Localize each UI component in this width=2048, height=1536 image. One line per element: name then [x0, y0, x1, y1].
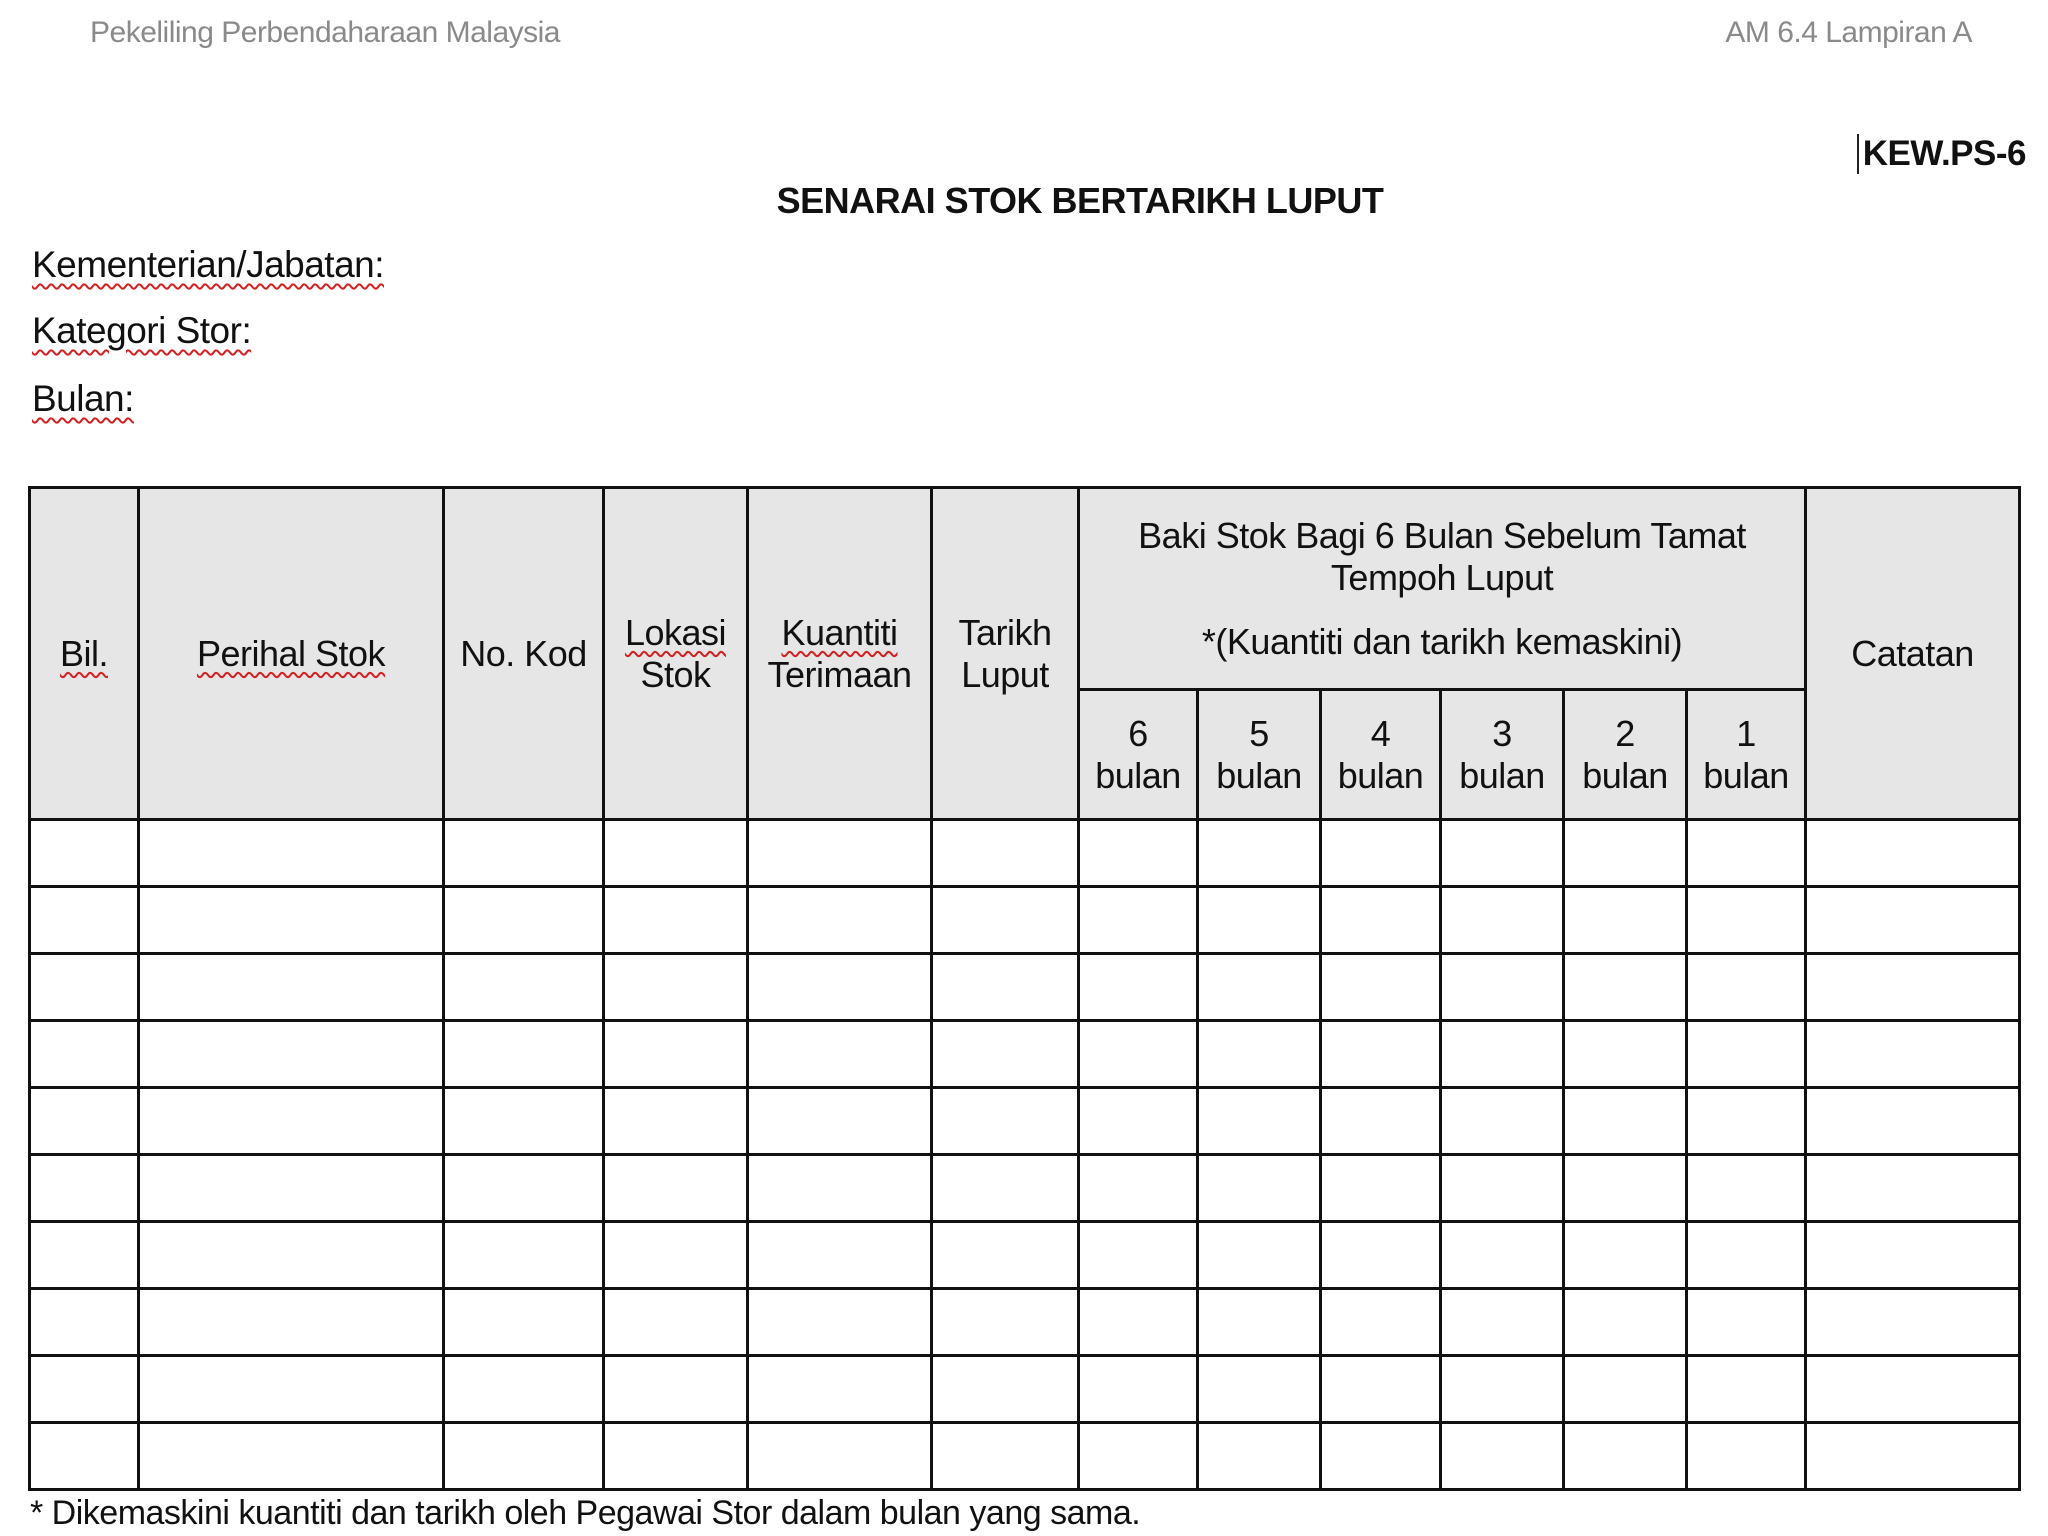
table-cell[interactable] — [604, 1021, 748, 1088]
balance-group-title: Baki Stok Bagi 6 Bulan Sebelum Tamat Tempoh Luput — [1138, 514, 1746, 598]
table-cell[interactable] — [139, 1289, 444, 1356]
appendix-reference: AM 6.4 Lampiran A — [1725, 16, 1972, 49]
table-row — [30, 1423, 2020, 1490]
table-cell[interactable] — [30, 887, 139, 954]
col-header-balance-group — [1079, 488, 1806, 690]
table-cell[interactable] — [30, 1423, 139, 1490]
table-cell[interactable] — [1321, 887, 1441, 954]
table-cell[interactable] — [30, 1356, 139, 1423]
table-cell[interactable] — [444, 1155, 604, 1222]
table-cell[interactable] — [748, 887, 932, 954]
table-row — [30, 1088, 2020, 1155]
table-cell[interactable] — [1687, 1289, 1806, 1356]
table-cell[interactable] — [1441, 1088, 1564, 1155]
table-cell[interactable] — [1687, 1155, 1806, 1222]
table-cell[interactable] — [30, 1289, 139, 1356]
table-row — [30, 1021, 2020, 1088]
table-cell[interactable] — [932, 820, 1079, 887]
table-cell[interactable] — [139, 887, 444, 954]
table-cell[interactable] — [1198, 1423, 1321, 1490]
col-header-month: 2 bulan — [1564, 690, 1687, 820]
table-cell[interactable] — [1079, 1088, 1198, 1155]
table-cell[interactable] — [1687, 1356, 1806, 1423]
table-cell[interactable] — [1806, 1289, 2020, 1356]
table-cell[interactable] — [139, 1088, 444, 1155]
table-cell[interactable] — [1321, 1289, 1441, 1356]
table-cell[interactable] — [1806, 954, 2020, 1021]
table-cell[interactable] — [1687, 820, 1806, 887]
table-cell[interactable] — [1198, 1155, 1321, 1222]
table-row — [30, 1289, 2020, 1356]
table-cell[interactable] — [30, 1021, 139, 1088]
table-cell[interactable] — [932, 954, 1079, 1021]
table-cell[interactable] — [748, 1289, 932, 1356]
table-cell[interactable] — [1564, 1021, 1687, 1088]
table-cell[interactable] — [748, 954, 932, 1021]
col-header-no-kod: No. Kod — [444, 488, 604, 820]
table-cell[interactable] — [1806, 1222, 2020, 1289]
table-cell[interactable] — [604, 1088, 748, 1155]
table-cell[interactable] — [1564, 1289, 1687, 1356]
col-header-kuantiti-terimaan: Kuantiti Terimaan — [748, 488, 932, 820]
table-cell[interactable] — [1687, 954, 1806, 1021]
table-cell[interactable] — [444, 1423, 604, 1490]
table-cell[interactable] — [748, 820, 932, 887]
table-cell[interactable] — [139, 954, 444, 1021]
table-cell[interactable] — [1564, 1423, 1687, 1490]
table-cell[interactable] — [1441, 1356, 1564, 1423]
col-header-month: 6 bulan — [1079, 690, 1198, 820]
col-header-perihal-stok: Perihal Stok — [139, 488, 444, 820]
table-cell[interactable] — [932, 1021, 1079, 1088]
table-cell[interactable] — [1687, 1423, 1806, 1490]
table-cell[interactable] — [1564, 1088, 1687, 1155]
col-header-bil: Bil. — [30, 488, 139, 820]
month-field-label: Bulan: — [32, 378, 134, 419]
table-cell[interactable] — [1198, 1021, 1321, 1088]
table-cell[interactable] — [1198, 1289, 1321, 1356]
table-cell[interactable] — [604, 887, 748, 954]
table-cell[interactable] — [1321, 1088, 1441, 1155]
table-cell[interactable] — [1806, 1423, 2020, 1490]
table-cell[interactable] — [1321, 1021, 1441, 1088]
table-cell[interactable] — [30, 1088, 139, 1155]
table-cell[interactable] — [30, 1155, 139, 1222]
table-cell[interactable] — [1079, 1423, 1198, 1490]
table-row — [30, 1222, 2020, 1289]
table-cell[interactable] — [139, 1222, 444, 1289]
table-cell[interactable] — [1564, 1356, 1687, 1423]
table-cell[interactable] — [1687, 1222, 1806, 1289]
table-cell[interactable] — [748, 1356, 932, 1423]
table-cell[interactable] — [444, 1289, 604, 1356]
table-cell[interactable] — [139, 1155, 444, 1222]
table-cell[interactable] — [1806, 1356, 2020, 1423]
table-cell[interactable] — [1198, 887, 1321, 954]
table-cell[interactable] — [1079, 820, 1198, 887]
table-cell[interactable] — [748, 1222, 932, 1289]
table-cell[interactable] — [139, 1423, 444, 1490]
table-cell[interactable] — [1079, 1289, 1198, 1356]
table-cell[interactable] — [1321, 1356, 1441, 1423]
table-cell[interactable] — [604, 1423, 748, 1490]
table-cell[interactable] — [30, 1222, 139, 1289]
table-header-row — [30, 488, 2020, 690]
table-cell[interactable] — [1441, 1289, 1564, 1356]
table-cell[interactable] — [1198, 1222, 1321, 1289]
table-cell[interactable] — [932, 1356, 1079, 1423]
table-cell[interactable] — [444, 887, 604, 954]
table-cell[interactable] — [1441, 954, 1564, 1021]
col-header-catatan: Catatan — [1806, 488, 2020, 820]
table-cell[interactable] — [1806, 1088, 2020, 1155]
table-cell[interactable] — [1198, 1088, 1321, 1155]
stock-table — [28, 486, 2021, 1491]
table-cell[interactable] — [932, 1289, 1079, 1356]
col-header-month: 5 bulan — [1198, 690, 1321, 820]
col-header-month: 3 bulan — [1441, 690, 1564, 820]
footnote: * Dikemaskini kuantiti dan tarikh oleh Pegawai Stor dalam bulan yang sama. — [30, 1494, 1141, 1532]
table-cell[interactable] — [932, 1155, 1079, 1222]
col-header-tarikh-luput: Tarikh Luput — [932, 488, 1079, 820]
table-cell[interactable] — [444, 1222, 604, 1289]
table-cell[interactable] — [1564, 954, 1687, 1021]
table-cell[interactable] — [1441, 1021, 1564, 1088]
table-cell[interactable] — [1564, 1155, 1687, 1222]
table-cell[interactable] — [444, 820, 604, 887]
table-cell[interactable] — [1321, 1155, 1441, 1222]
table-cell[interactable] — [1441, 887, 1564, 954]
table-cell[interactable] — [139, 1021, 444, 1088]
table-cell[interactable] — [748, 1021, 932, 1088]
table-cell[interactable] — [1079, 1021, 1198, 1088]
table-row — [30, 954, 2020, 1021]
table-cell[interactable] — [1198, 1356, 1321, 1423]
table-cell[interactable] — [1321, 1423, 1441, 1490]
table-cell[interactable] — [444, 1356, 604, 1423]
store-category-field-label: Kategori Stor: — [32, 310, 252, 351]
table-cell[interactable] — [139, 820, 444, 887]
table-cell[interactable] — [1441, 1423, 1564, 1490]
table-cell[interactable] — [1564, 820, 1687, 887]
table-cell[interactable] — [1441, 1155, 1564, 1222]
table-cell[interactable] — [1079, 954, 1198, 1021]
table-cell[interactable] — [748, 1155, 932, 1222]
table-cell[interactable] — [30, 820, 139, 887]
balance-group-note: *(Kuantiti dan tarikh kemaskini) — [1201, 620, 1683, 662]
table-cell[interactable] — [932, 1088, 1079, 1155]
table-row — [30, 820, 2020, 887]
table-cell[interactable] — [444, 1021, 604, 1088]
page-title: SENARAI STOK BERTARIKH LUPUT — [776, 180, 1384, 221]
table-cell[interactable] — [1687, 1021, 1806, 1088]
table-cell[interactable] — [1079, 1155, 1198, 1222]
ministry-field-label: Kementerian/Jabatan: — [32, 244, 385, 285]
table-row — [30, 887, 2020, 954]
table-cell[interactable] — [604, 820, 748, 887]
table-row — [30, 1356, 2020, 1423]
form-code: KEW.PS-6 — [1857, 134, 2026, 174]
stock-table-body — [30, 820, 2020, 1490]
table-cell[interactable] — [444, 954, 604, 1021]
table-cell[interactable] — [932, 1222, 1079, 1289]
table-cell[interactable] — [1321, 1222, 1441, 1289]
table-cell[interactable] — [1687, 1088, 1806, 1155]
table-cell[interactable] — [1564, 1222, 1687, 1289]
table-cell[interactable] — [1079, 1222, 1198, 1289]
table-cell[interactable] — [30, 954, 139, 1021]
table-cell[interactable] — [604, 1222, 748, 1289]
col-header-month: 4 bulan — [1321, 690, 1441, 820]
table-cell[interactable] — [1198, 954, 1321, 1021]
table-cell[interactable] — [1198, 820, 1321, 887]
table-row — [30, 1155, 2020, 1222]
table-cell[interactable] — [748, 1423, 932, 1490]
table-cell[interactable] — [139, 1356, 444, 1423]
table-cell[interactable] — [604, 1155, 748, 1222]
table-cell[interactable] — [604, 954, 748, 1021]
table-cell[interactable] — [1441, 1222, 1564, 1289]
table-cell[interactable] — [1806, 1021, 2020, 1088]
table-cell[interactable] — [1806, 820, 2020, 887]
table-cell[interactable] — [1321, 820, 1441, 887]
table-cell[interactable] — [932, 887, 1079, 954]
col-header-month: 1 bulan — [1687, 690, 1806, 820]
table-cell[interactable] — [604, 1356, 748, 1423]
col-header-lokasi-stok: Lokasi Stok — [604, 488, 748, 820]
table-cell[interactable] — [932, 1423, 1079, 1490]
table-cell[interactable] — [1079, 1356, 1198, 1423]
table-cell[interactable] — [1441, 820, 1564, 887]
table-cell[interactable] — [1806, 1155, 2020, 1222]
circular-header: Pekeliling Perbendaharaan Malaysia — [90, 16, 560, 49]
table-cell[interactable] — [604, 1289, 748, 1356]
table-cell[interactable] — [444, 1088, 604, 1155]
table-cell[interactable] — [1806, 887, 2020, 954]
table-cell[interactable] — [748, 1088, 932, 1155]
table-cell[interactable] — [1079, 887, 1198, 954]
table-cell[interactable] — [1321, 954, 1441, 1021]
table-cell[interactable] — [1564, 887, 1687, 954]
table-cell[interactable] — [1687, 887, 1806, 954]
